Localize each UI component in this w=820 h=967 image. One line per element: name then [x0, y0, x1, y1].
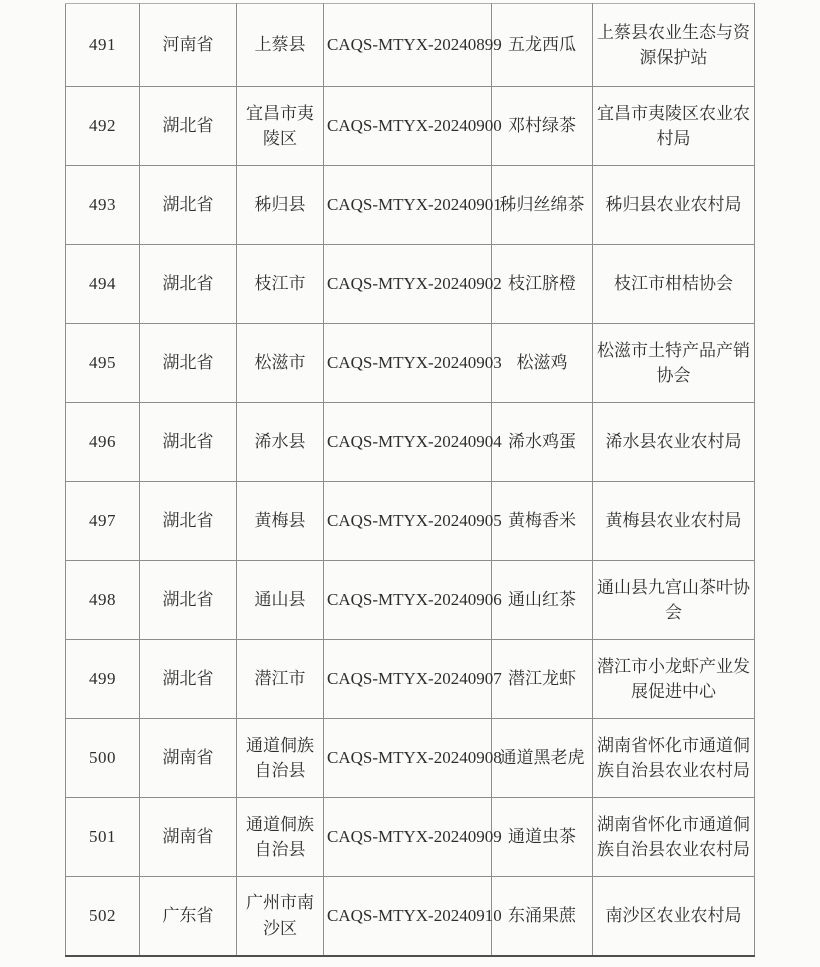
- cell-product-name: 浠水鸡蛋: [492, 403, 593, 482]
- registry-table-body: [66, 4, 755, 956]
- table-row: [66, 561, 755, 640]
- table-row: [66, 877, 755, 956]
- registry-table-container: [65, 3, 755, 957]
- cell-province: 湖北省: [140, 482, 237, 561]
- cell-organization: 浠水县农业农村局: [593, 403, 755, 482]
- cell-organization: 潜江市小龙虾产业发展促进中心: [593, 640, 755, 719]
- cell-sequence-number: 498: [66, 561, 140, 640]
- cell-province: 湖北省: [140, 640, 237, 719]
- cell-sequence-number: 499: [66, 640, 140, 719]
- cell-product-name: 黄梅香米: [492, 482, 593, 561]
- cell-province: 湖北省: [140, 403, 237, 482]
- cell-county-district: 广州市南沙区: [237, 877, 324, 956]
- cell-county-district: 上蔡县: [237, 4, 324, 87]
- cell-county-district: 潜江市: [237, 640, 324, 719]
- cell-registration-code: CAQS-MTYX-20240910: [324, 877, 492, 956]
- cell-county-district: 通道侗族自治县: [237, 719, 324, 798]
- cell-county-district: 通道侗族自治县: [237, 798, 324, 877]
- cell-province: 湖北省: [140, 87, 237, 166]
- cell-county-district: 松滋市: [237, 324, 324, 403]
- table-row: [66, 798, 755, 877]
- table-row: [66, 4, 755, 87]
- cell-organization: 通山县九宫山茶叶协会: [593, 561, 755, 640]
- cell-sequence-number: 492: [66, 87, 140, 166]
- cell-registration-code: CAQS-MTYX-20240904: [324, 403, 492, 482]
- cell-organization: 湖南省怀化市通道侗族自治县农业农村局: [593, 719, 755, 798]
- cell-registration-code: CAQS-MTYX-20240907: [324, 640, 492, 719]
- table-row: [66, 640, 755, 719]
- cell-registration-code: CAQS-MTYX-20240909: [324, 798, 492, 877]
- table-row: [66, 87, 755, 166]
- table-row: [66, 245, 755, 324]
- cell-organization: 枝江市柑桔协会: [593, 245, 755, 324]
- cell-sequence-number: 494: [66, 245, 140, 324]
- cell-registration-code: CAQS-MTYX-20240903: [324, 324, 492, 403]
- cell-organization: 南沙区农业农村局: [593, 877, 755, 956]
- cell-sequence-number: 491: [66, 4, 140, 87]
- cell-county-district: 宜昌市夷陵区: [237, 87, 324, 166]
- cell-product-name: 通道虫茶: [492, 798, 593, 877]
- cell-product-name: 松滋鸡: [492, 324, 593, 403]
- cell-product-name: 东涌果蔗: [492, 877, 593, 956]
- cell-sequence-number: 493: [66, 166, 140, 245]
- cell-registration-code: CAQS-MTYX-20240902: [324, 245, 492, 324]
- cell-product-name: 潜江龙虾: [492, 640, 593, 719]
- cell-organization: 上蔡县农业生态与资源保护站: [593, 4, 755, 87]
- cell-province: 湖南省: [140, 719, 237, 798]
- cell-registration-code: CAQS-MTYX-20240908: [324, 719, 492, 798]
- cell-county-district: 黄梅县: [237, 482, 324, 561]
- cell-sequence-number: 497: [66, 482, 140, 561]
- cell-organization: 宜昌市夷陵区农业农村局: [593, 87, 755, 166]
- table-row: [66, 324, 755, 403]
- cell-province: 湖北省: [140, 166, 237, 245]
- cell-organization: 黄梅县农业农村局: [593, 482, 755, 561]
- cell-sequence-number: 502: [66, 877, 140, 956]
- cell-county-district: 秭归县: [237, 166, 324, 245]
- table-row: [66, 166, 755, 245]
- cell-province: 河南省: [140, 4, 237, 87]
- cell-product-name: 枝江脐橙: [492, 245, 593, 324]
- cell-organization: 松滋市土特产品产销协会: [593, 324, 755, 403]
- cell-product-name: 通山红茶: [492, 561, 593, 640]
- cell-sequence-number: 501: [66, 798, 140, 877]
- registry-table: [65, 3, 755, 957]
- cell-sequence-number: 496: [66, 403, 140, 482]
- table-row: [66, 403, 755, 482]
- cell-county-district: 通山县: [237, 561, 324, 640]
- cell-organization: 湖南省怀化市通道侗族自治县农业农村局: [593, 798, 755, 877]
- cell-sequence-number: 495: [66, 324, 140, 403]
- table-row: [66, 719, 755, 798]
- cell-province: 湖北省: [140, 245, 237, 324]
- cell-registration-code: CAQS-MTYX-20240906: [324, 561, 492, 640]
- cell-product-name: 通道黑老虎: [492, 719, 593, 798]
- cell-organization: 秭归县农业农村局: [593, 166, 755, 245]
- cell-product-name: 五龙西瓜: [492, 4, 593, 87]
- cell-province: 湖北省: [140, 324, 237, 403]
- cell-county-district: 浠水县: [237, 403, 324, 482]
- table-row: [66, 482, 755, 561]
- cell-registration-code: CAQS-MTYX-20240901: [324, 166, 492, 245]
- cell-province: 广东省: [140, 877, 237, 956]
- cell-province: 湖北省: [140, 561, 237, 640]
- cell-registration-code: CAQS-MTYX-20240900: [324, 87, 492, 166]
- cell-registration-code: CAQS-MTYX-20240905: [324, 482, 492, 561]
- cell-product-name: 邓村绿茶: [492, 87, 593, 166]
- cell-sequence-number: 500: [66, 719, 140, 798]
- cell-product-name: 秭归丝绵茶: [492, 166, 593, 245]
- cell-province: 湖南省: [140, 798, 237, 877]
- cell-registration-code: CAQS-MTYX-20240899: [324, 4, 492, 87]
- cell-county-district: 枝江市: [237, 245, 324, 324]
